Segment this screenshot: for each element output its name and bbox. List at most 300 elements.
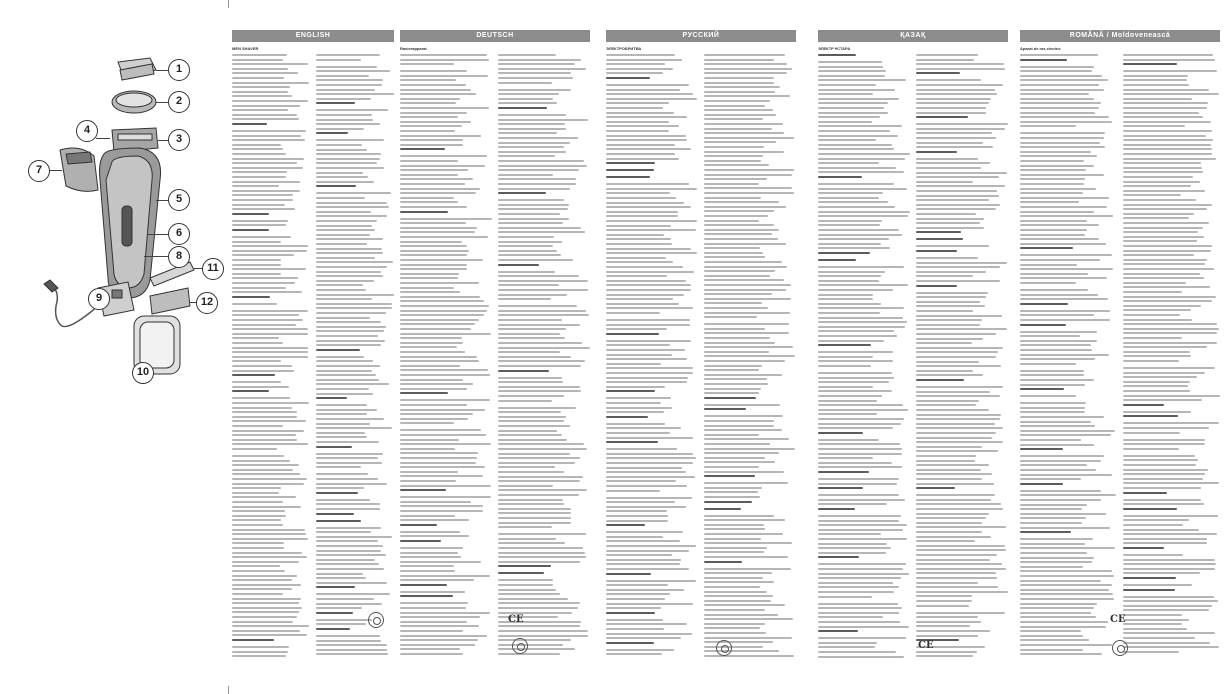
text-line bbox=[316, 360, 373, 362]
text-line bbox=[916, 195, 999, 197]
text-line bbox=[498, 169, 579, 171]
text-line bbox=[232, 487, 281, 489]
text-line bbox=[818, 188, 907, 190]
text-line bbox=[498, 526, 552, 528]
text-line bbox=[606, 340, 691, 342]
text-line bbox=[916, 333, 996, 335]
text-line bbox=[400, 404, 467, 406]
text-line bbox=[818, 153, 910, 155]
text-line bbox=[818, 70, 886, 72]
text-block bbox=[704, 46, 796, 661]
text-line bbox=[1020, 264, 1077, 266]
text-line bbox=[818, 626, 909, 628]
text-line bbox=[1123, 469, 1208, 471]
text-line bbox=[498, 443, 584, 445]
text-line bbox=[1020, 626, 1106, 628]
text-line bbox=[232, 430, 304, 432]
text-line bbox=[818, 247, 890, 249]
text-line bbox=[498, 314, 589, 316]
text-line bbox=[606, 68, 673, 70]
text-line bbox=[498, 512, 571, 514]
text-line bbox=[606, 215, 678, 217]
text-line bbox=[916, 582, 978, 584]
text-line bbox=[818, 432, 863, 434]
text-line bbox=[232, 579, 292, 581]
text-line bbox=[606, 284, 691, 286]
text-line bbox=[916, 107, 986, 109]
text-line bbox=[916, 540, 975, 542]
text-line bbox=[1020, 298, 1108, 300]
text-line bbox=[916, 536, 991, 538]
column-header-romanian: ROMÂNĂ / Moldovenească bbox=[1020, 30, 1220, 42]
text-line bbox=[818, 112, 888, 114]
text-line bbox=[818, 102, 888, 104]
text-line bbox=[1020, 112, 1095, 114]
text-line bbox=[1020, 603, 1097, 605]
text-line bbox=[1020, 460, 1101, 462]
text-line bbox=[400, 369, 488, 371]
text-line bbox=[916, 158, 978, 160]
text-line bbox=[1123, 158, 1216, 160]
text-line bbox=[1020, 215, 1113, 217]
text-line bbox=[400, 489, 446, 491]
text-line bbox=[606, 623, 687, 625]
text-line bbox=[1020, 201, 1079, 203]
text-line bbox=[916, 250, 957, 252]
text-line bbox=[400, 383, 473, 385]
text-line bbox=[232, 607, 302, 609]
text-line bbox=[400, 422, 454, 424]
text-line bbox=[316, 640, 381, 642]
text-line bbox=[498, 183, 576, 185]
text-line bbox=[916, 172, 1007, 174]
text-line bbox=[1123, 79, 1187, 81]
text-line bbox=[232, 167, 303, 169]
text-line bbox=[704, 408, 746, 410]
text-line bbox=[498, 160, 584, 162]
text-line bbox=[1020, 155, 1097, 157]
text-line bbox=[704, 355, 795, 357]
text-line bbox=[916, 347, 1003, 349]
text-line bbox=[606, 328, 667, 330]
text-line bbox=[498, 579, 553, 581]
text-line bbox=[818, 413, 877, 415]
text-line bbox=[316, 531, 371, 533]
text-line bbox=[316, 261, 393, 263]
text-line bbox=[498, 377, 562, 379]
text-line bbox=[916, 204, 1000, 206]
text-line bbox=[916, 427, 1003, 429]
text-line bbox=[498, 480, 580, 482]
text-line bbox=[498, 538, 556, 540]
text-line bbox=[316, 93, 394, 95]
text-line bbox=[916, 93, 997, 95]
text-line bbox=[232, 220, 288, 222]
text-line bbox=[400, 291, 460, 293]
text-line bbox=[704, 461, 775, 463]
text-line bbox=[498, 102, 557, 104]
text-line bbox=[316, 79, 383, 81]
text-line bbox=[498, 93, 559, 95]
text-line bbox=[400, 218, 492, 220]
text-line bbox=[232, 360, 281, 362]
text-line bbox=[400, 443, 491, 445]
text-line bbox=[316, 229, 375, 231]
text-line bbox=[400, 565, 454, 567]
text-line bbox=[498, 192, 546, 194]
text-line bbox=[916, 338, 983, 340]
text-line bbox=[704, 178, 767, 180]
text-line bbox=[818, 642, 877, 644]
text-line bbox=[916, 199, 989, 201]
text-line bbox=[606, 358, 687, 360]
text-line bbox=[400, 89, 471, 91]
text-line bbox=[818, 243, 881, 245]
text-line bbox=[232, 86, 290, 88]
text-line bbox=[232, 602, 299, 604]
text-line bbox=[400, 63, 454, 65]
text-line bbox=[1123, 360, 1179, 362]
text-line bbox=[400, 222, 466, 224]
text-line bbox=[1123, 584, 1192, 586]
text-line bbox=[400, 144, 463, 146]
text-line bbox=[606, 153, 675, 155]
text-line bbox=[916, 112, 986, 114]
text-line bbox=[1123, 395, 1220, 397]
text-line bbox=[498, 489, 587, 491]
text-line bbox=[916, 630, 990, 632]
text-line bbox=[498, 547, 583, 549]
text-line bbox=[316, 446, 352, 448]
text-line bbox=[1020, 79, 1108, 81]
text-line bbox=[704, 383, 768, 385]
text-line bbox=[1020, 388, 1064, 390]
text-line bbox=[606, 234, 664, 236]
text-line bbox=[232, 538, 308, 540]
text-line bbox=[1123, 63, 1177, 65]
text-line bbox=[704, 220, 759, 222]
text-line bbox=[1020, 234, 1085, 236]
text-line bbox=[400, 273, 459, 275]
crop-mark bbox=[228, 686, 229, 694]
text-line bbox=[916, 651, 977, 653]
text-line bbox=[400, 409, 485, 411]
text-line bbox=[704, 378, 767, 380]
text-line bbox=[606, 243, 672, 245]
text-line bbox=[316, 653, 388, 655]
text-line bbox=[818, 453, 902, 455]
text-line bbox=[1123, 98, 1192, 100]
text-line bbox=[400, 471, 458, 473]
text-line bbox=[1020, 439, 1081, 441]
text-line bbox=[316, 330, 384, 332]
text-line bbox=[704, 646, 763, 648]
text-line bbox=[606, 135, 686, 137]
text-line bbox=[232, 469, 293, 471]
text-line bbox=[818, 98, 899, 100]
text-line bbox=[232, 277, 298, 279]
text-line bbox=[498, 227, 581, 229]
text-line bbox=[606, 423, 665, 425]
text-line bbox=[316, 619, 372, 621]
text-line bbox=[1020, 324, 1066, 326]
text-line bbox=[232, 245, 308, 247]
callout-3: 3 bbox=[168, 129, 190, 151]
text-line bbox=[498, 137, 578, 139]
text-line bbox=[606, 381, 687, 383]
text-line bbox=[1123, 342, 1217, 344]
text-line bbox=[606, 377, 688, 379]
text-line bbox=[232, 213, 269, 215]
text-line bbox=[400, 192, 476, 194]
text-line bbox=[1020, 303, 1068, 305]
text-line bbox=[232, 529, 305, 531]
text-line bbox=[400, 374, 490, 376]
text-line bbox=[498, 165, 587, 167]
text-line bbox=[818, 423, 901, 425]
text-line bbox=[498, 616, 558, 618]
text-line bbox=[916, 605, 969, 607]
text-line bbox=[704, 388, 761, 390]
text-line bbox=[916, 151, 957, 153]
text-line bbox=[916, 522, 982, 524]
text-line bbox=[1020, 178, 1085, 180]
text-line bbox=[916, 116, 968, 118]
text-line bbox=[316, 225, 372, 227]
text-line bbox=[704, 323, 789, 325]
text-line bbox=[704, 360, 785, 362]
text-line bbox=[916, 137, 996, 139]
text-line bbox=[916, 79, 981, 81]
text-line bbox=[704, 568, 791, 570]
text-line bbox=[1020, 238, 1099, 240]
text-line bbox=[704, 420, 774, 422]
text-line bbox=[400, 356, 477, 358]
text-line bbox=[232, 655, 286, 657]
recycle-mark-icon bbox=[368, 612, 384, 628]
text-line bbox=[704, 114, 776, 116]
text-line bbox=[232, 144, 281, 146]
text-line bbox=[498, 466, 555, 468]
text-line bbox=[316, 349, 360, 351]
text-line bbox=[232, 181, 300, 183]
text-line bbox=[818, 427, 893, 429]
text-line bbox=[1123, 427, 1209, 429]
text-line bbox=[232, 250, 307, 252]
text-line bbox=[606, 411, 664, 413]
text-line bbox=[232, 492, 279, 494]
text-line bbox=[916, 503, 1001, 505]
text-line bbox=[1123, 554, 1183, 556]
text-line bbox=[400, 155, 487, 157]
text-line bbox=[916, 513, 989, 515]
text-line bbox=[818, 409, 908, 411]
text-line bbox=[1020, 494, 1116, 496]
text-line bbox=[400, 595, 453, 597]
text-line bbox=[498, 208, 568, 210]
text-line bbox=[232, 556, 307, 558]
text-line bbox=[704, 524, 764, 526]
text-line bbox=[916, 102, 989, 104]
text-line bbox=[916, 391, 990, 393]
text-line bbox=[818, 84, 876, 86]
text-line bbox=[606, 386, 665, 388]
text-line bbox=[316, 559, 375, 561]
text-line bbox=[316, 644, 387, 646]
text-line bbox=[1020, 395, 1076, 397]
text-line bbox=[818, 289, 893, 291]
text-line bbox=[606, 344, 670, 346]
text-line bbox=[916, 167, 981, 169]
text-line bbox=[1123, 542, 1207, 544]
text-line bbox=[1123, 153, 1212, 155]
text-line bbox=[232, 236, 291, 238]
text-line bbox=[232, 639, 274, 641]
text-line bbox=[498, 552, 585, 554]
text-line bbox=[316, 153, 381, 155]
text-line bbox=[704, 482, 788, 484]
text-line bbox=[232, 105, 300, 107]
ce-mark: CE bbox=[508, 614, 524, 625]
text-line bbox=[818, 494, 899, 496]
text-line bbox=[916, 404, 976, 406]
text-line bbox=[400, 70, 467, 72]
text-line bbox=[1123, 596, 1214, 598]
text-line bbox=[606, 593, 670, 595]
text-line bbox=[606, 130, 669, 132]
text-line bbox=[400, 466, 485, 468]
text-line bbox=[606, 501, 675, 503]
text-line bbox=[1020, 344, 1091, 346]
text-line bbox=[606, 266, 683, 268]
text-line bbox=[704, 519, 785, 521]
text-line bbox=[316, 89, 375, 91]
text-line bbox=[818, 130, 890, 132]
text-line bbox=[232, 337, 279, 339]
text-line bbox=[232, 483, 304, 485]
text-line bbox=[704, 243, 786, 245]
text-line bbox=[1123, 651, 1179, 653]
text-line bbox=[704, 452, 779, 454]
text-line bbox=[1020, 243, 1106, 245]
text-line bbox=[498, 132, 557, 134]
text-line bbox=[916, 545, 1005, 547]
text-line bbox=[916, 292, 988, 294]
callout-12: 12 bbox=[196, 292, 218, 314]
text-line bbox=[232, 130, 306, 132]
text-line bbox=[1123, 632, 1215, 634]
text-line bbox=[916, 324, 980, 326]
text-line bbox=[498, 188, 570, 190]
text-line bbox=[606, 84, 689, 86]
text-line bbox=[818, 487, 863, 489]
text-line bbox=[818, 520, 899, 522]
text-line bbox=[1020, 197, 1109, 199]
column-romanian bbox=[1020, 30, 1220, 670]
text-line bbox=[400, 310, 487, 312]
text-line bbox=[232, 588, 292, 590]
text-line bbox=[704, 109, 773, 111]
text-line bbox=[316, 628, 350, 630]
text-line bbox=[232, 519, 281, 521]
text-line bbox=[818, 471, 869, 473]
text-line bbox=[498, 448, 587, 450]
section-title: Rasierapparat bbox=[400, 46, 427, 51]
column-body-romanian bbox=[1020, 46, 1220, 661]
text-line bbox=[818, 651, 896, 653]
text-line bbox=[1123, 263, 1205, 265]
text-line bbox=[316, 149, 367, 151]
text-line bbox=[818, 284, 908, 286]
text-line bbox=[818, 386, 873, 388]
text-line bbox=[606, 183, 689, 185]
text-line bbox=[400, 621, 467, 623]
text-line bbox=[1123, 319, 1192, 321]
text-line bbox=[704, 374, 782, 376]
text-line bbox=[1020, 354, 1109, 356]
text-line bbox=[916, 271, 986, 273]
text-line bbox=[1020, 93, 1089, 95]
text-line bbox=[818, 326, 905, 328]
text-line bbox=[818, 448, 902, 450]
text-line bbox=[916, 423, 995, 425]
text-line bbox=[704, 434, 759, 436]
text-line bbox=[916, 222, 980, 224]
text-line bbox=[498, 457, 580, 459]
text-line bbox=[400, 485, 491, 487]
text-line bbox=[704, 397, 756, 399]
text-line bbox=[498, 254, 561, 256]
text-line bbox=[1123, 75, 1188, 77]
text-line bbox=[916, 123, 1008, 125]
text-line bbox=[606, 497, 692, 499]
text-line bbox=[316, 84, 382, 86]
text-line bbox=[316, 483, 387, 485]
text-line bbox=[1020, 416, 1104, 418]
text-line bbox=[232, 347, 308, 349]
text-line bbox=[916, 280, 1000, 282]
text-line bbox=[400, 648, 460, 650]
text-line bbox=[1020, 132, 1105, 134]
text-block bbox=[232, 46, 310, 661]
text-line bbox=[1020, 607, 1094, 609]
text-line bbox=[1123, 487, 1201, 489]
text-line bbox=[704, 59, 774, 61]
text-line bbox=[498, 289, 588, 291]
text-line bbox=[498, 572, 544, 574]
text-line bbox=[400, 351, 465, 353]
text-line bbox=[916, 374, 983, 376]
text-line bbox=[1123, 130, 1212, 132]
text-line bbox=[1123, 464, 1196, 466]
text-line bbox=[498, 653, 560, 655]
text-line bbox=[606, 649, 674, 651]
text-line bbox=[316, 568, 384, 570]
text-line bbox=[704, 266, 787, 268]
text-line bbox=[400, 379, 463, 381]
column-header-deutsch: DEUTSCH bbox=[400, 30, 590, 42]
text-line bbox=[1123, 519, 1189, 521]
text-line bbox=[232, 282, 295, 284]
text-line bbox=[400, 197, 454, 199]
text-line bbox=[400, 346, 457, 348]
text-line bbox=[1020, 543, 1085, 545]
text-line bbox=[1020, 125, 1076, 127]
text-line bbox=[316, 284, 363, 286]
text-line bbox=[498, 485, 553, 487]
text-line bbox=[1123, 171, 1203, 173]
text-line bbox=[916, 554, 997, 556]
